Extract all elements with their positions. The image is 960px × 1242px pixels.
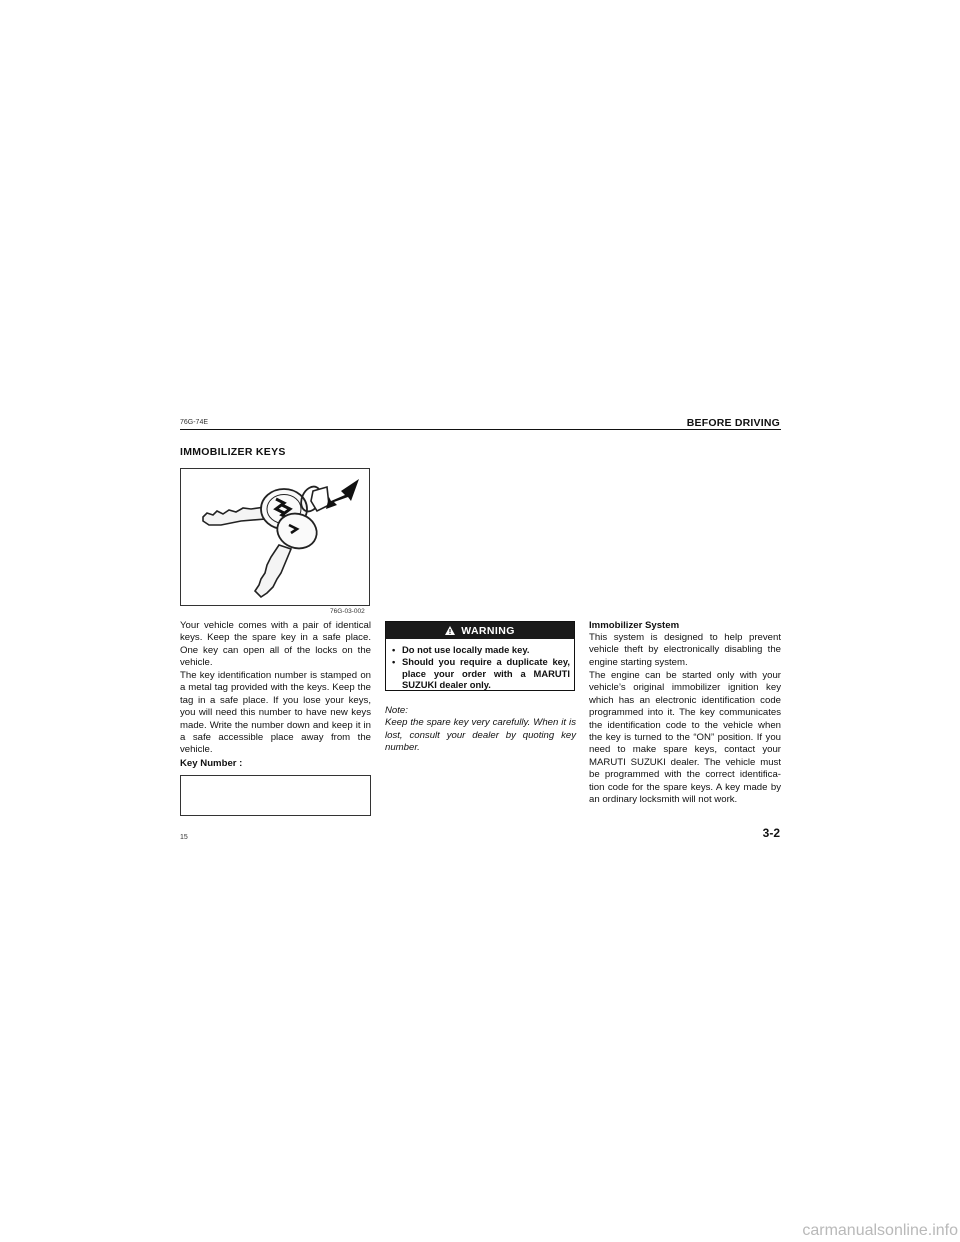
intro-paragraph: Your vehicle comes with a pair of identical keys. Keep the spare key in a safe place. One key can open all of the locks on the vehicle. [180,620,371,669]
figure-id: 76G-03-002 [330,608,365,615]
keys-illustration [181,469,371,607]
section-title: BEFORE DRIVING [686,417,780,429]
header-rule [180,429,781,430]
note-text: Keep the spare key very carefully. When it is lost, consult your dealer by quoting key number. [385,717,576,754]
key-number-box [180,775,371,816]
warning-item-text: Should you require a duplicate key, place your order with a MARUTI SUZUKI dealer only. [402,655,570,691]
immobilizer-paragraph-2: The engine can be started only with your vehicle’s original immobilizer ignition key which has an electronic identification code programmed into it. The key communicates the identification code to the vehicle when the key is turned to the “ON” position. If you need to make spare keys, contact your MARUTI SUZUKI dealer. The vehicle must be programmed with the correct identifica-tion code for the spare keys. A key made by an ordinary locksmith will not work. [589,670,781,806]
warning-item: • Should you require a duplicate key, place your order with a MARUTI SUZUKI dealer only. [392,655,570,691]
immobilizer-paragraph-1: This system is designed to help prevent vehicle theft by electronically disabling the engine starting system. [589,632,781,668]
watermark: carmanualsonline.info [802,1222,958,1239]
immobilizer-system-title: Immobilizer System [589,620,680,631]
note-label: Note: [385,705,408,716]
warning-box [385,621,575,691]
note [385,705,576,755]
document-code: 76G-74E [180,419,209,426]
warning-item-text: Do not use locally made key. [402,644,530,655]
keys-figure [180,468,370,606]
warning-header [386,622,574,639]
key-id-paragraph: The key identification number is stamped on a metal tag provided with the keys. Keep the tag in a safe place. If you lose your keys, you will need this number to have new keys made. Write the number down and keep it in a safe accessible place away from the vehicle. [180,670,371,756]
page-heading: IMMOBILIZER KEYS [180,446,286,458]
warning-triangle-icon [445,626,455,635]
key-number-label: Key Number : [180,758,243,769]
warning-title: WARNING [461,624,515,637]
warning-item: • Do not use locally made key. [392,644,530,655]
page-number: 15 [180,834,188,841]
warning-list [392,644,570,691]
chapter-page-number: 3-2 [762,826,780,840]
